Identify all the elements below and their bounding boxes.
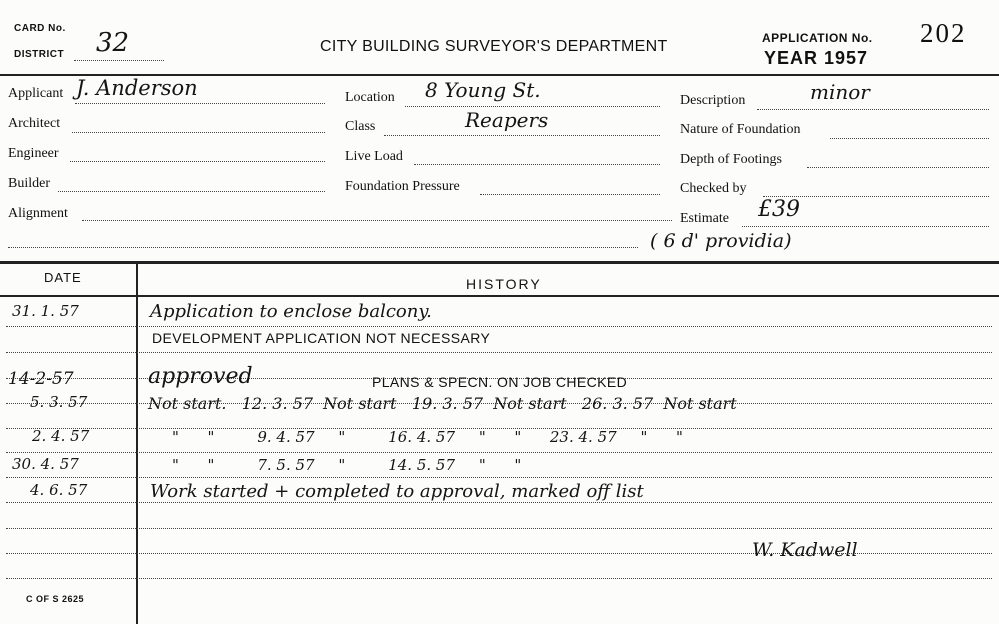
history-date: 14-2-57 <box>8 369 74 389</box>
applicant-label: Applicant <box>8 86 64 101</box>
ruled-line <box>6 452 992 453</box>
architect-line <box>72 132 325 133</box>
class-value: Reapers <box>465 108 549 132</box>
applicant-line <box>75 103 325 104</box>
alignment-label: Alignment <box>8 206 68 221</box>
nature-line <box>830 138 989 139</box>
date-column-divider <box>136 262 138 624</box>
foundation-pressure-label: Foundation Pressure <box>345 179 460 194</box>
application-no: 202 <box>920 18 967 48</box>
history-date: 30. 4. 57 <box>12 455 79 473</box>
description-value: minor <box>810 80 870 104</box>
history-date: 5. 3. 57 <box>30 393 88 411</box>
form-code: C OF S 2625 <box>26 594 85 604</box>
history-entry: " " 7. 5. 57 " 14. 5. 57 " " <box>172 456 522 474</box>
history-top-rule <box>0 261 999 264</box>
history-date: 2. 4. 57 <box>32 427 90 445</box>
estimate-line <box>742 226 989 227</box>
description-line <box>757 109 989 110</box>
estimate-label: Estimate <box>680 211 729 226</box>
foundation-pressure-line <box>480 194 660 195</box>
alignment-line <box>82 220 672 221</box>
estimate-note: ( 6 d' providia) <box>650 230 792 252</box>
ruled-line <box>6 352 992 353</box>
card-no-label: CARD No. <box>14 23 66 34</box>
class-label: Class <box>345 119 376 134</box>
history-header: HISTORY <box>466 276 542 292</box>
history-entry: Application to enclose balcony. <box>150 301 432 322</box>
location-line <box>405 106 660 107</box>
history-date: 31. 1. 57 <box>12 302 79 320</box>
description-label: Description <box>680 93 746 108</box>
builder-label: Builder <box>8 176 50 191</box>
builder-line <box>58 191 325 192</box>
extra-line <box>8 247 638 248</box>
district-line <box>74 60 164 61</box>
department-title: CITY BUILDING SURVEYOR'S DEPARTMENT <box>320 38 668 55</box>
history-entry: Not start. 12. 3. 57 Not start 19. 3. 57 Not start 26. 3. 57 Not start <box>148 394 737 413</box>
estimate-value: £39 <box>758 197 800 222</box>
class-line <box>384 135 660 136</box>
ruled-line <box>6 477 992 478</box>
applicant-value: J. Anderson <box>76 76 198 100</box>
application-no-label: APPLICATION No. <box>762 31 873 45</box>
ruled-line <box>6 528 992 529</box>
ruled-line <box>6 326 992 327</box>
district-value: 32 <box>96 28 130 58</box>
development-stamp: DEVELOPMENT APPLICATION NOT NECESSARY <box>152 330 491 346</box>
location-value: 8 Young St. <box>425 78 541 102</box>
ruled-line <box>6 578 992 579</box>
engineer-label: Engineer <box>8 146 59 161</box>
signature: W. Kadwell <box>752 539 858 561</box>
history-entry: Work started + completed to approval, marked off list <box>150 481 644 502</box>
engineer-line <box>70 161 325 162</box>
history-date: 4. 6. 57 <box>30 481 88 499</box>
history-entry: approved <box>148 364 253 389</box>
live-load-label: Live Load <box>345 149 403 164</box>
nature-of-foundation-label: Nature of Foundation <box>680 122 801 137</box>
location-label: Location <box>345 90 395 105</box>
ruled-line <box>6 502 992 503</box>
architect-label: Architect <box>8 116 61 131</box>
depth-line <box>807 167 989 168</box>
checked-by-label: Checked by <box>680 181 747 196</box>
date-header: DATE <box>44 270 82 285</box>
district-label: DISTRICT <box>14 49 65 60</box>
year-label: YEAR 1957 <box>764 48 869 68</box>
depth-of-footings-label: Depth of Footings <box>680 152 782 167</box>
history-header-rule <box>0 295 999 297</box>
history-entry: " " 9. 4. 57 " 16. 4. 57 " " 23. 4. 57 " " <box>172 428 683 446</box>
live-load-line <box>414 164 660 165</box>
plans-checked-stamp: PLANS & SPECN. ON JOB CHECKED <box>372 374 628 390</box>
